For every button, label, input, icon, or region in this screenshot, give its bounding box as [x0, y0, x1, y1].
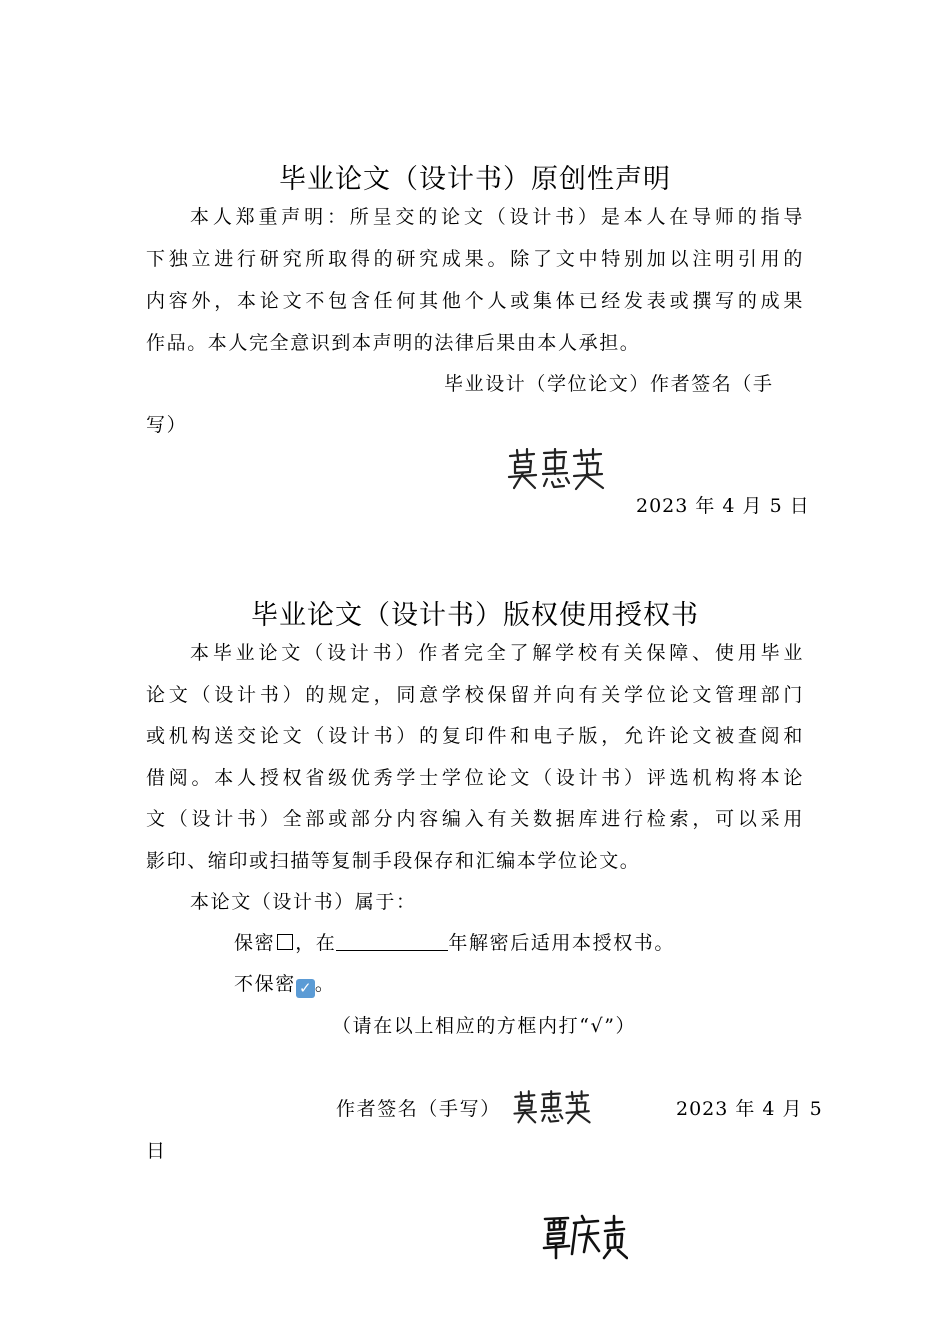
authorization-date: 2023 年 4 月 5	[676, 1098, 823, 1120]
author-handwritten-signature	[512, 1090, 592, 1126]
not-secret-checkbox-checked-icon[interactable]: ✓	[296, 979, 315, 998]
not-secret-option-row	[234, 973, 335, 998]
authorization-paragraph-line: 借阅。本人授权省级优秀学士学位论文（设计书）评选机构将本论	[146, 767, 804, 789]
authorization-date-cont: 日	[146, 1140, 167, 1162]
declaration-title: 毕业论文（设计书）原创性声明	[279, 164, 671, 195]
not-secret-label: 不保密	[234, 973, 296, 995]
not-secret-end: 。	[314, 973, 336, 995]
decrypt-year-blank	[336, 932, 448, 951]
declaration-paragraph-line: 作品。本人完全意识到本声明的法律后果由本人承担。	[146, 332, 641, 354]
declaration-paragraph-line: 内容外，本论文不包含任何其他个人或集体已经发表或撰写的成果	[146, 290, 804, 312]
declaration-paragraph-line: 下独立进行研究所取得的研究成果。除了文中特别加以注明引用的	[146, 248, 804, 270]
secret-label: 保密	[234, 932, 276, 954]
declaration-date: 2023 年 4 月 5 日	[636, 495, 810, 517]
authorization-paragraph-line: 或机构送交论文（设计书）的复印件和电子版，允许论文被查阅和	[146, 725, 804, 747]
declaration-paragraph-line: 本人郑重声明：所呈交的论文（设计书）是本人在导师的指导	[190, 206, 804, 228]
secret-checkbox[interactable]	[277, 934, 293, 950]
authorization-title: 毕业论文（设计书）版权使用授权书	[251, 600, 699, 631]
authorization-paragraph-line: 论文（设计书）的规定，同意学校保留并向有关学位论文管理部门	[146, 684, 804, 706]
authorization-paragraph-line: 影印、缩印或扫描等复制手段保存和汇编本学位论文。	[146, 850, 641, 872]
secret-mid-text: ，在	[295, 932, 337, 954]
declaration-signature-label: 毕业设计（学位论文）作者签名（手	[444, 373, 774, 395]
secret-option-row	[234, 932, 675, 954]
declaration-signature-label-cont: 写）	[146, 414, 188, 436]
belongs-label: 本论文（设计书）属于：	[190, 891, 417, 913]
secret-suffix-text: 年解密后适用本授权书。	[448, 932, 676, 954]
checkbox-instruction: （请在以上相应的方框内打“√”）	[332, 1015, 637, 1037]
author-handwritten-signature	[506, 448, 606, 492]
authorization-paragraph-line: 文（设计书）全部或部分内容编入有关数据库进行检索，可以采用	[146, 808, 804, 830]
supervisor-handwritten-signature	[542, 1214, 628, 1260]
authorization-signature-label: 作者签名（手写）	[336, 1098, 501, 1120]
authorization-paragraph-line: 本毕业论文（设计书）作者完全了解学校有关保障、使用毕业	[190, 642, 804, 664]
